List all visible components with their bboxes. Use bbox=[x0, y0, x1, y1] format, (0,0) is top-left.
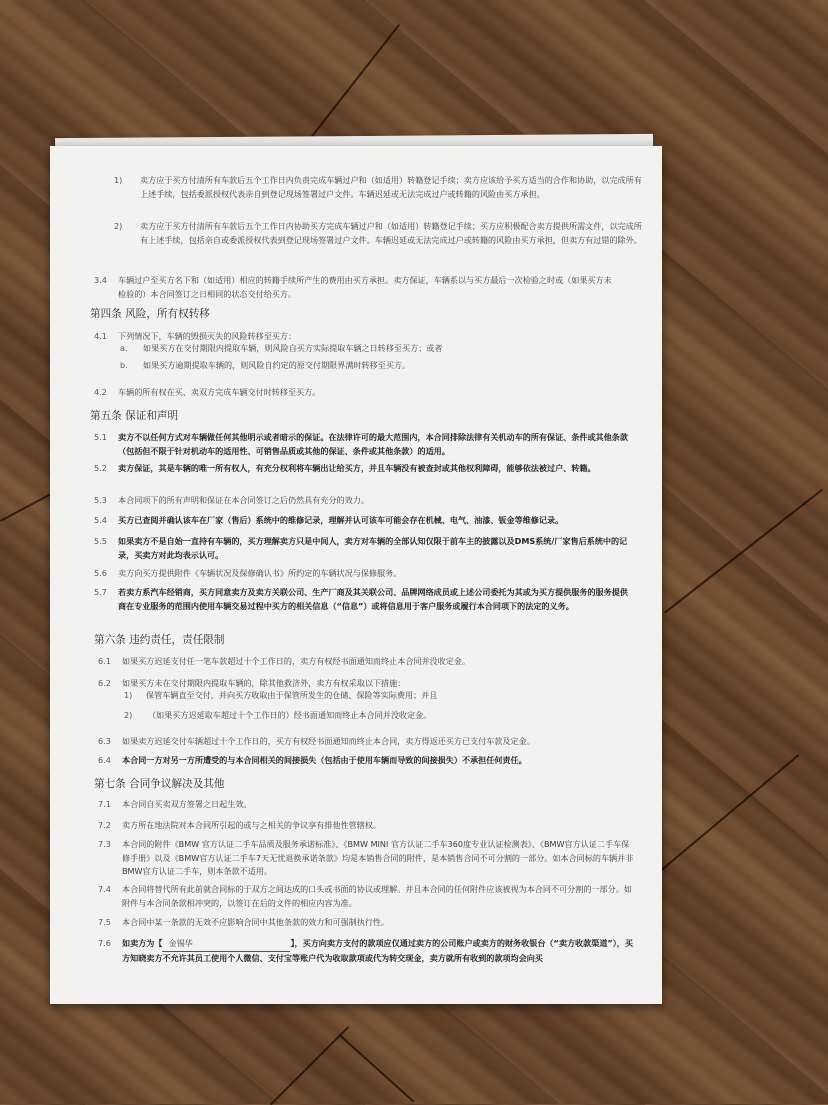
clause-number: 6.4 bbox=[98, 755, 111, 765]
article-6-heading: 第六条 违约责任，责任限制 bbox=[94, 634, 225, 646]
item-letter: a. bbox=[120, 343, 128, 353]
clause-number: 6.2 bbox=[98, 678, 111, 688]
clause-number: 7.4 bbox=[98, 884, 111, 894]
clause-text: 如果买方迟延支付任一笔车款超过十个工作日的，卖方有权经书面通知而终止本合同并没收定金。 bbox=[122, 656, 471, 666]
clause-text: 下列情况下，车辆的毁损灭失的风险转移至买方： bbox=[118, 331, 297, 341]
clause-text: 卖方向买方提供附件《车辆状况及保修确认书》所约定的车辆状况与保修服务。 bbox=[118, 568, 402, 578]
floor-seam bbox=[660, 754, 799, 871]
clause-text: 如果卖方不是自始一直持有车辆的，买方理解卖方只是中间人，卖方对车辆的全部认知仅限于前车主的披露以及DMS系统/厂家售后系统中的记录，买卖方对此均表示认可。 bbox=[118, 536, 628, 560]
clause-text: 保管车辆直至交付，并向买方收取由于保管所发生的仓储、保险等实际费用；并且 bbox=[146, 690, 438, 700]
clause-number: 4.2 bbox=[94, 387, 107, 397]
clause-text: 车辆过户至买方名下和（如适用）相应的转籍手续所产生的费用由买方承担。卖方保证，车辆系以与买方最后一次检验之时或（如果买方未检验的）本合同签订之日相同的状态交付给买方。 bbox=[118, 275, 612, 299]
clause-text: 如果卖方迟延交付车辆超过十个工作日的，买方有权经书面通知而终止本合同，卖方得返还买方已支付车款及定金。 bbox=[122, 736, 535, 746]
clause-text: 卖方保证，其是车辆的唯一所有权人，有充分权利将车辆出让给买方，并且车辆没有被查封或其他权利障碍，能够依法被过户、转籍。 bbox=[118, 463, 596, 473]
item-number: 2) bbox=[114, 221, 123, 231]
clause-number: 6.3 bbox=[98, 736, 111, 746]
clause-text bbox=[122, 937, 636, 965]
clause-text: 本合同中某一条款的无效不应影响合同中其他条款的效力和可强制执行性。 bbox=[122, 917, 390, 927]
clause-text: 若卖方系汽车经销商，买方同意卖方及卖方关联公司、生产厂商及其关联公司、品牌网络成员或上述公司委托为其或为买方提供服务的服务提供商在专业服务的范围内使用车辆交易过程中买方的相关信息（“信息”）或将信息用于客户服务或履行本合同项下的法定的义务。 bbox=[118, 587, 628, 611]
clause-text: 卖方应于买方付清所有车款后五个工作日内协助买方完成车辆过户和（如适用）转籍登记手续；买方应积极配合卖方提供所需文件，以完成所有上述手续，包括亲自或委派授权代表到登记现场签署过户文件。车辆迟延或无法完成过户或转籍的风险由买方承担，但卖方有过错的除外。 bbox=[140, 221, 642, 245]
floor-seam bbox=[339, 1034, 415, 1102]
seller-name-field: 金锡华 bbox=[162, 937, 290, 952]
clause-text: 如果买方未在交付期限内提取车辆的，除其他救济外，卖方有权采取以下措施： bbox=[122, 678, 406, 688]
clause-number: 5.3 bbox=[94, 495, 107, 505]
clause-text: 本合同的附件《BMW 官方认证二手车品质及服务承诺标准》、《BMW MINI 官方认证二手车360度专业认证检测表》、《BMW官方认证二手车保修手册》以及《BMW官方认证二手车7天无忧退换承诺条款》均是本销售合同的附件，是本销售合同不可分割的一部分。如本合同标的车辆并非BMW官方认证二手车，则本条款不适用。 bbox=[122, 839, 634, 877]
clause-number: 7.3 bbox=[98, 839, 111, 849]
clause-number: 5.6 bbox=[94, 568, 107, 578]
item-number: 1) bbox=[114, 175, 123, 185]
article-7-heading: 第七条 合同争议解决及其他 bbox=[94, 778, 225, 790]
clause-number: 5.1 bbox=[94, 432, 107, 442]
floor-seam bbox=[664, 489, 823, 614]
clause-prefix: 如卖方为【 bbox=[122, 938, 163, 948]
clause-number: 6.1 bbox=[98, 656, 111, 666]
article-5-heading: 第五条 保证和声明 bbox=[90, 410, 179, 422]
clause-number: 4.1 bbox=[94, 331, 107, 341]
clause-number: 7.1 bbox=[98, 799, 111, 809]
clause-number: 5.5 bbox=[94, 536, 107, 546]
clause-number: 7.6 bbox=[98, 938, 111, 948]
clause-text: 卖方应于买方付清所有车款后五个工作日内负责完成车辆过户和（如适用）转籍登记手续；卖方应该给予买方适当的合作和协助，以完成所有上述手续，包括委派授权代表亲自到登记现场签署过户文件。车辆迟延或无法完成过户或转籍的风险由买方承担。 bbox=[140, 175, 642, 199]
clause-number: 3.4 bbox=[94, 275, 107, 285]
clause-text: 本合同项下的所有声明和保证在本合同签订之后仍然具有充分的效力。 bbox=[118, 495, 369, 505]
article-4-heading: 第四条 风险，所有权转移 bbox=[90, 308, 210, 320]
clause-text: 卖方不以任何方式对车辆做任何其他明示或者暗示的保证。在法律许可的最大范围内，本合同排除法律有关机动车的所有保证、条件或其他条款（包括但不限于针对机动车的适用性、可销售品质或其他的保证、条件或其他条款）的适用。 bbox=[118, 432, 628, 456]
clause-text: 卖方所在地法院对本合同所引起的或与之相关的争议享有排他性管辖权。 bbox=[122, 820, 382, 830]
clause-text: 车辆的所有权在买、卖双方完成车辆交付时转移至买方。 bbox=[118, 387, 321, 397]
clause-text: 本合同将替代所有此前就合同标的于双方之间达成的口头或书面的协议或理解。并且本合同的任何附件应该被视为本合同不可分割的一部分。如附件与本合同条款相冲突的，以签订在后的文件的相应内容为准。 bbox=[122, 884, 632, 908]
item-letter: b. bbox=[120, 360, 128, 370]
floor-seam bbox=[270, 1026, 349, 1105]
floor-seam bbox=[0, 492, 54, 522]
contract-page bbox=[50, 146, 662, 1004]
clause-number: 7.5 bbox=[98, 917, 111, 927]
clause-text: （如果买方迟延取车超过十个工作日的）经书面通知而终止本合同并没收定金。 bbox=[148, 710, 432, 720]
clause-number: 5.7 bbox=[94, 587, 107, 597]
clause-text: 如果买方在交付期限内提取车辆，则风险自买方实际提取车辆之日转移至买方；或者 bbox=[143, 343, 443, 353]
clause-text: 本合同一方对另一方所遭受的与本合同相关的间接损失（包括由于使用车辆而导致的间接损失）不承担任何责任。 bbox=[122, 755, 527, 765]
clause-text: 买方已查阅并确认该车在厂家（售后）系统中的维修记录，理解并认可该车可能会存在机械、电气、油漆、钣金等维修记录。 bbox=[118, 515, 564, 525]
item-number: 2) bbox=[124, 710, 133, 720]
clause-number: 5.4 bbox=[94, 515, 107, 525]
item-number: 1) bbox=[124, 690, 133, 700]
clause-number: 5.2 bbox=[94, 463, 107, 473]
clause-text: 本合同自买卖双方签署之日起生效。 bbox=[122, 799, 252, 809]
clause-text: 如果买方逾期提取车辆的，则风险自约定的原交付期限界满时转移至买方。 bbox=[143, 360, 411, 370]
clause-suffix: 】，买方向卖方支付的款项应仅通过卖方的公司账户或卖方的财务收银台（“卖方收款渠道”），买方知晓卖方不允许其员工使用个人微信、支付宝等账户代为收取款项或代为转交现金，卖方就所有收到的款项均会向买 bbox=[122, 938, 633, 963]
floor-seam bbox=[300, 24, 400, 151]
clause-number: 7.2 bbox=[98, 820, 111, 830]
